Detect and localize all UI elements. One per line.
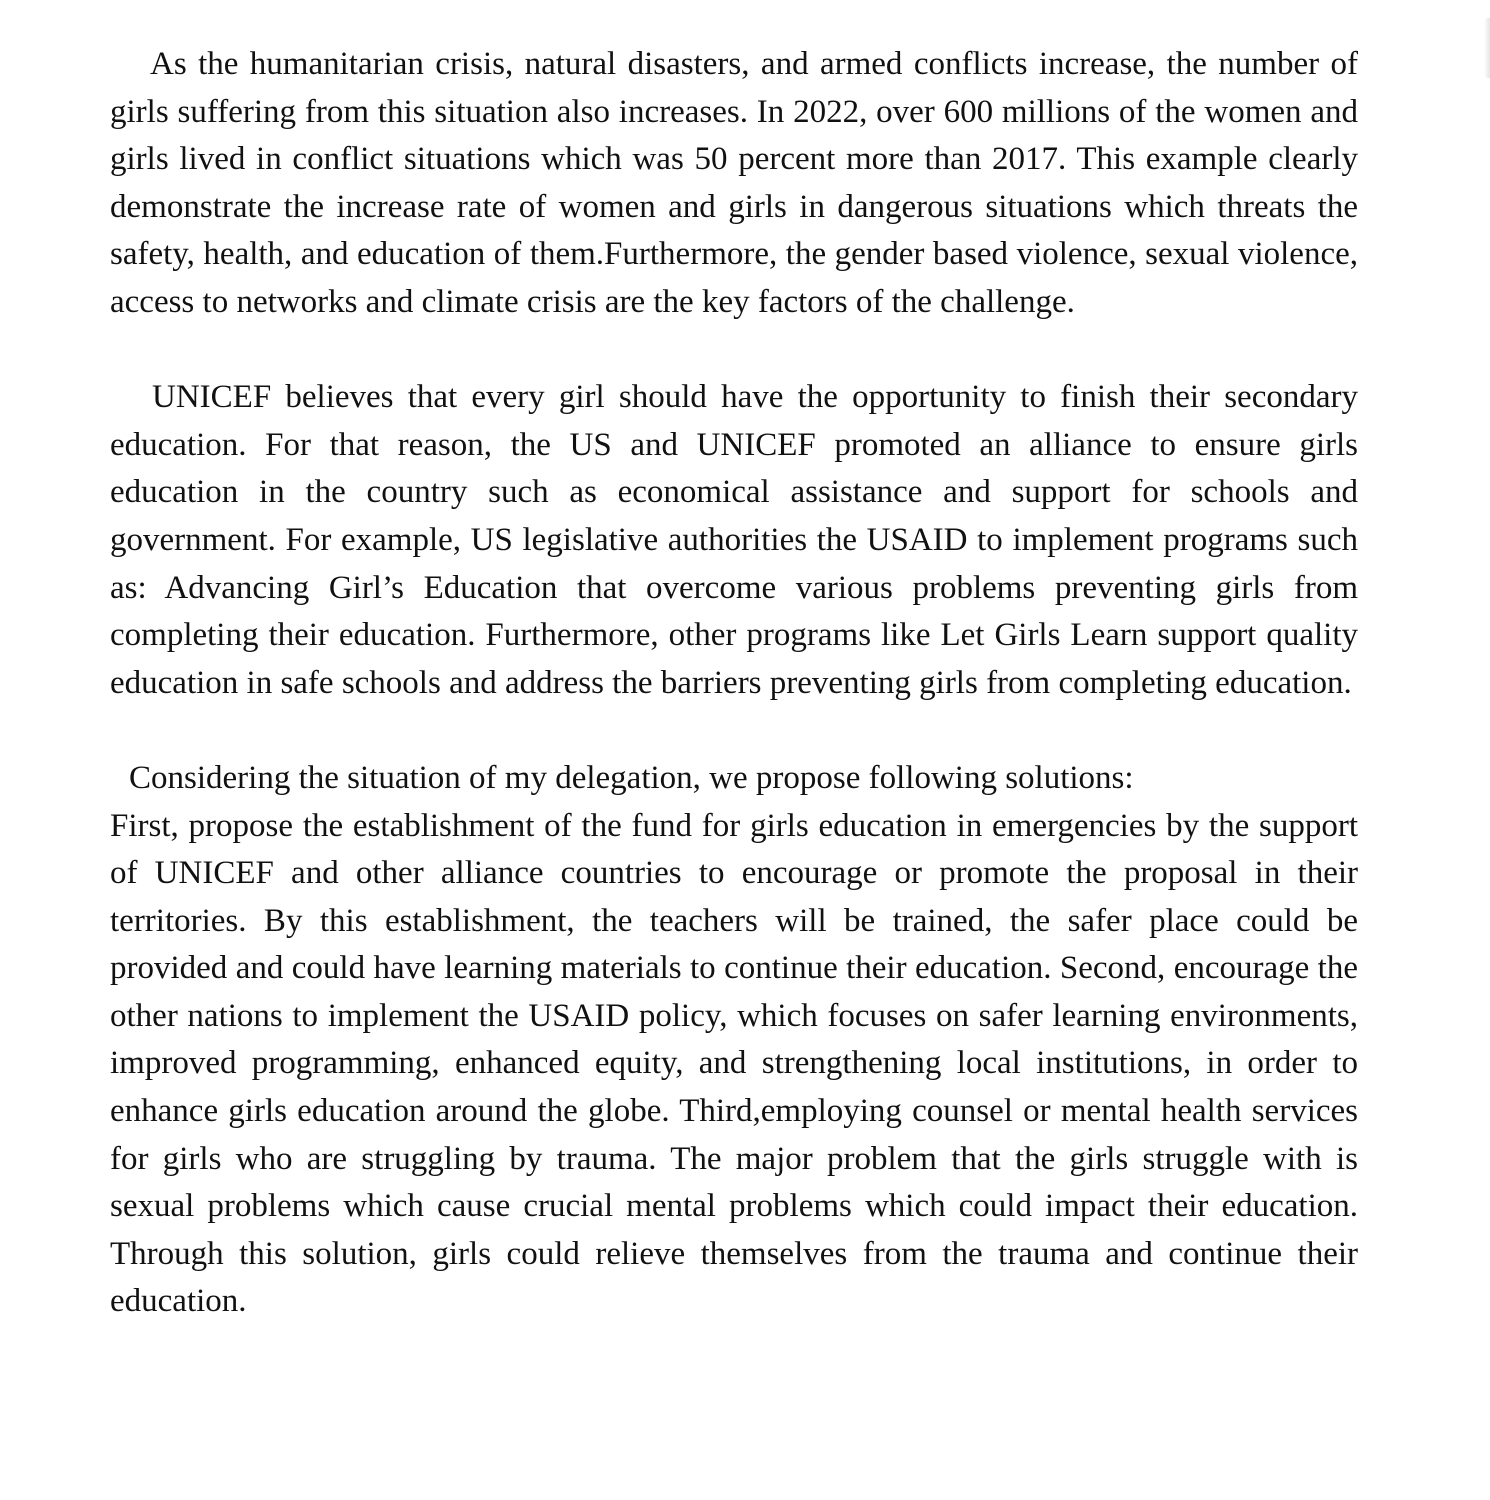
paragraph-solutions-body: First, propose the establishment of the fund for girls education in emergencies by the support of UNICEF and other alliance countries to encourage or promote the proposal in their territories. By this establishment, the teachers will be trained, the safer place could be provided and could have learning materials to continue their education. Second, encourage the other nations to implement the USAID policy, which focuses on safer learning environments, improved programming, enhanced equity, and strengthening local institutions, in order to enhance girls education around the globe. Third,employing counsel or mental health services for girls who are struggling by trauma. The major problem that the girls struggle with is sexual problems which cause crucial mental problems which could impact their education. Through this solution, girls could relieve themselves from the trauma and continue their education. [110,807,1358,1320]
paragraph-unicef: UNICEF believes that every girl should have the opportunity to finish their secondary education. For that reason, the US and UNICEF promoted an alliance to ensure girls education in the country such as economical assistance and support for schools and government. For example, US legislative authorities the USAID to implement programs such as: Advancing Girl’s Education that overcome various problems preventing girls from completing their education. Furthermore, other programs like Let Girls Learn support quality education in safe schools and address the barriers preventing girls from completing education. [110,379,1358,701]
document-page [110,41,1358,1326]
paragraph-spacer [110,327,1358,375]
paragraph-crisis: As the humanitarian crisis, natural disasters, and armed conflicts increase, the number of girls suffering from this situation also increases. In 2022, over 600 millions of the women and girls lived in conflict situations which was 50 percent more than 2017. This example clearly demonstrate the increase rate of women and girls in dangerous situations which threats the safety, health, and education of them.Furthermore, the gender based violence, sexual violence, access to networks and climate crisis are the key factors of the challenge. [110,46,1358,320]
paragraph-solutions-intro: Considering the situation of my delegation, we propose following solutions: [129,759,1134,796]
page-edge-shadow [1484,18,1490,78]
paragraph-spacer [110,707,1358,755]
